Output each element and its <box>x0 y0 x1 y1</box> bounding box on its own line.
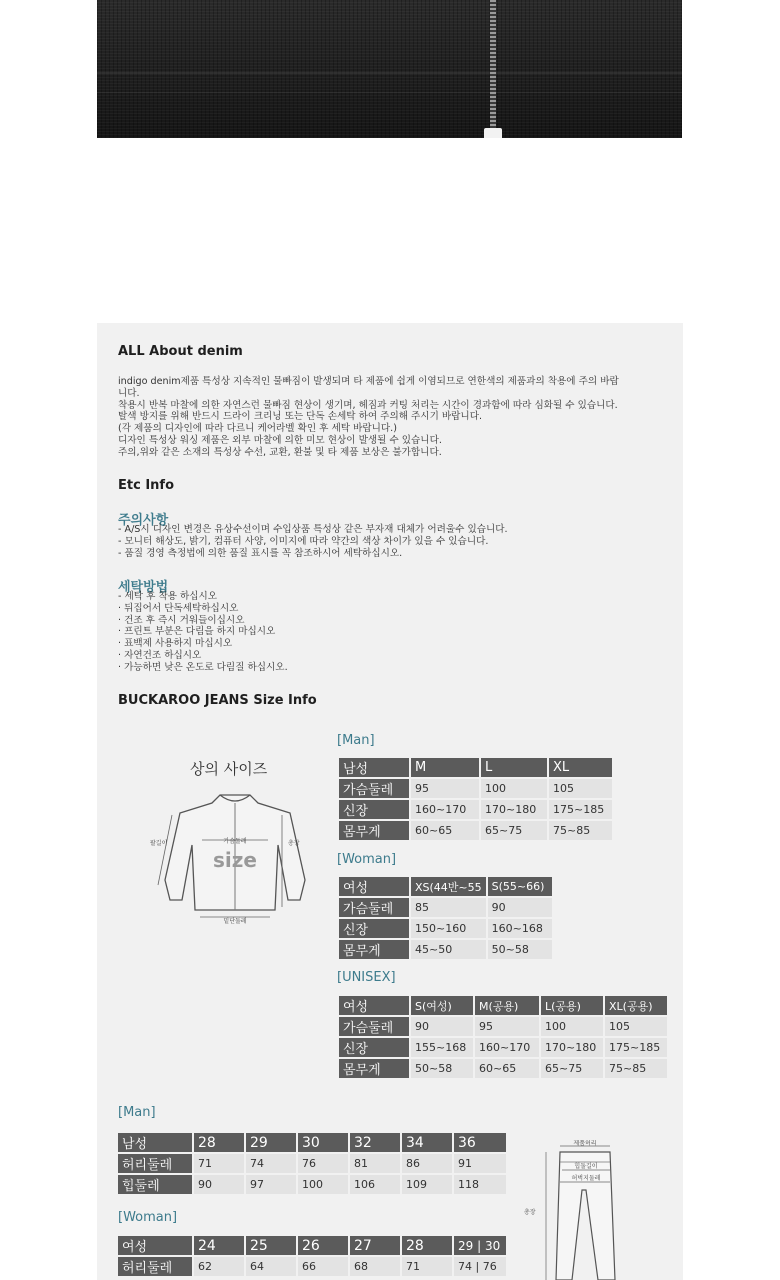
table-row: 남성 M L XL <box>339 758 612 777</box>
table-row: 신장 150~160 160~168 <box>339 919 552 938</box>
svg-text:제품허리: 제품허리 <box>573 1140 597 1147</box>
svg-text:총장: 총장 <box>288 840 300 847</box>
bottom-woman-label: [Woman] <box>118 1210 178 1225</box>
jacket-diagram <box>150 785 320 930</box>
svg-text:가슴둘레: 가슴둘레 <box>223 838 247 845</box>
table-row: 몸무게 45~50 50~58 <box>339 940 552 959</box>
zipper-detail <box>490 0 496 130</box>
table-row: 신장 155~168 160~170 170~180 175~185 <box>339 1038 667 1057</box>
top-man-table <box>337 756 614 842</box>
bottom-man-label: [Man] <box>118 1105 156 1120</box>
table-row: 남성 28 29 30 32 34 36 <box>118 1133 506 1152</box>
table-row: 몸무게 60~65 65~75 75~85 <box>339 821 612 840</box>
table-row: 가슴둘레 90 95 100 105 <box>339 1017 667 1036</box>
top-man-label: [Man] <box>337 733 375 748</box>
product-photo <box>97 0 682 138</box>
svg-text:총장: 총장 <box>524 1209 536 1216</box>
svg-text:밑단둘레: 밑단둘레 <box>223 918 247 925</box>
top-unisex-label: [UNISEX] <box>337 970 396 985</box>
table-row: 허리둘레 62 64 66 68 71 74 | 76 <box>118 1257 506 1276</box>
bottom-woman-table <box>116 1234 508 1278</box>
top-woman-label: [Woman] <box>337 852 397 867</box>
denim-text: indigo denim제품 특성상 지속적인 물빠짐이 발생되며 타 제품에 쉽게 이염되므로 연한색의 제품과의 착용에 주의 바랍 니다. 착용시 반복 마찰에 의한 자연스런 물빠짐 현상이 생기며, 헤짐과 커팅 처리는 시간이 경과함에 따라 심화될 수 있습니다. 탈색 방지를 위해 반드시 드라이 크리닝 또는 단독 손세탁 하여 주의해 주시기 바랍니다. (각 제품의 디자인에 따라 다르니 케어라벨 확인 후 세탁 바랍니다.) 디자인 특성상 워싱 제품은 외부 마찰에 의한 미모 현상이 발생될 수 있습니다. 주의,위와 같은 소재의 특성상 수선, 교환, 환불 및 타 제품 보상은 불가합니다. <box>118 376 619 458</box>
pants-diagram <box>520 1140 640 1280</box>
caution-title: 주의사항 <box>118 513 169 528</box>
table-row: 가슴둘레 85 90 <box>339 898 552 917</box>
top-size-diagram-title: 상의 사이즈 <box>190 760 268 778</box>
svg-text:허벅지둘레: 허벅지둘레 <box>571 1175 601 1182</box>
top-woman-table <box>337 875 554 961</box>
table-row: 여성 S(여성) M(공용) L(공용) XL(공용) <box>339 996 667 1015</box>
table-row: 힙둘레 90 97 100 106 109 118 <box>118 1175 506 1194</box>
wash-text: - 세탁 후 착용 하십시오 · 뒤집어서 단독세탁하십시오 · 건조 후 즉시 거워들이십시오 · 프린트 부분은 다림을 하지 마십시오 · 표백제 사용하지 마십시오 · 자연건조 하십시오 · 가능하면 낮은 온도로 다림질 하십시오. <box>118 591 288 673</box>
size-info-title: BUCKAROO JEANS Size Info <box>118 693 317 708</box>
top-unisex-table <box>337 994 669 1080</box>
table-row: 여성 24 25 26 27 28 29 | 30 <box>118 1236 506 1255</box>
table-row: 신장 160~170 170~180 175~185 <box>339 800 612 819</box>
svg-text:size: size <box>213 848 257 872</box>
table-row: 여성 XS(44반~55 S(55~66) <box>339 877 552 896</box>
table-row: 가슴둘레 95 100 105 <box>339 779 612 798</box>
table-row: 몸무게 50~58 60~65 65~75 75~85 <box>339 1059 667 1078</box>
etc-title: Etc Info <box>118 478 175 493</box>
bottom-man-table <box>116 1131 508 1196</box>
svg-text:힙둘길이: 힙둘길이 <box>574 1163 598 1170</box>
caution-text: - A/S시 디자인 변경은 유상수선이며 수입상품 특성상 같은 부자재 대체가 어려울수 있습니다. - 모니터 해상도, 밝기, 컴퓨터 사양, 이미지에 따라 약간의 색상 차이가 있을 수 있습니다. - 품질 경영 측정법에 의한 품질 표시를 꼭 참조하시어 세탁하십시오. <box>118 524 508 559</box>
denim-title: ALL About denim <box>118 344 243 359</box>
wash-title: 세탁방법 <box>118 580 169 595</box>
svg-text:팔길이: 팔길이 <box>150 840 168 847</box>
table-row: 허리둘레 71 74 76 81 86 91 <box>118 1154 506 1173</box>
